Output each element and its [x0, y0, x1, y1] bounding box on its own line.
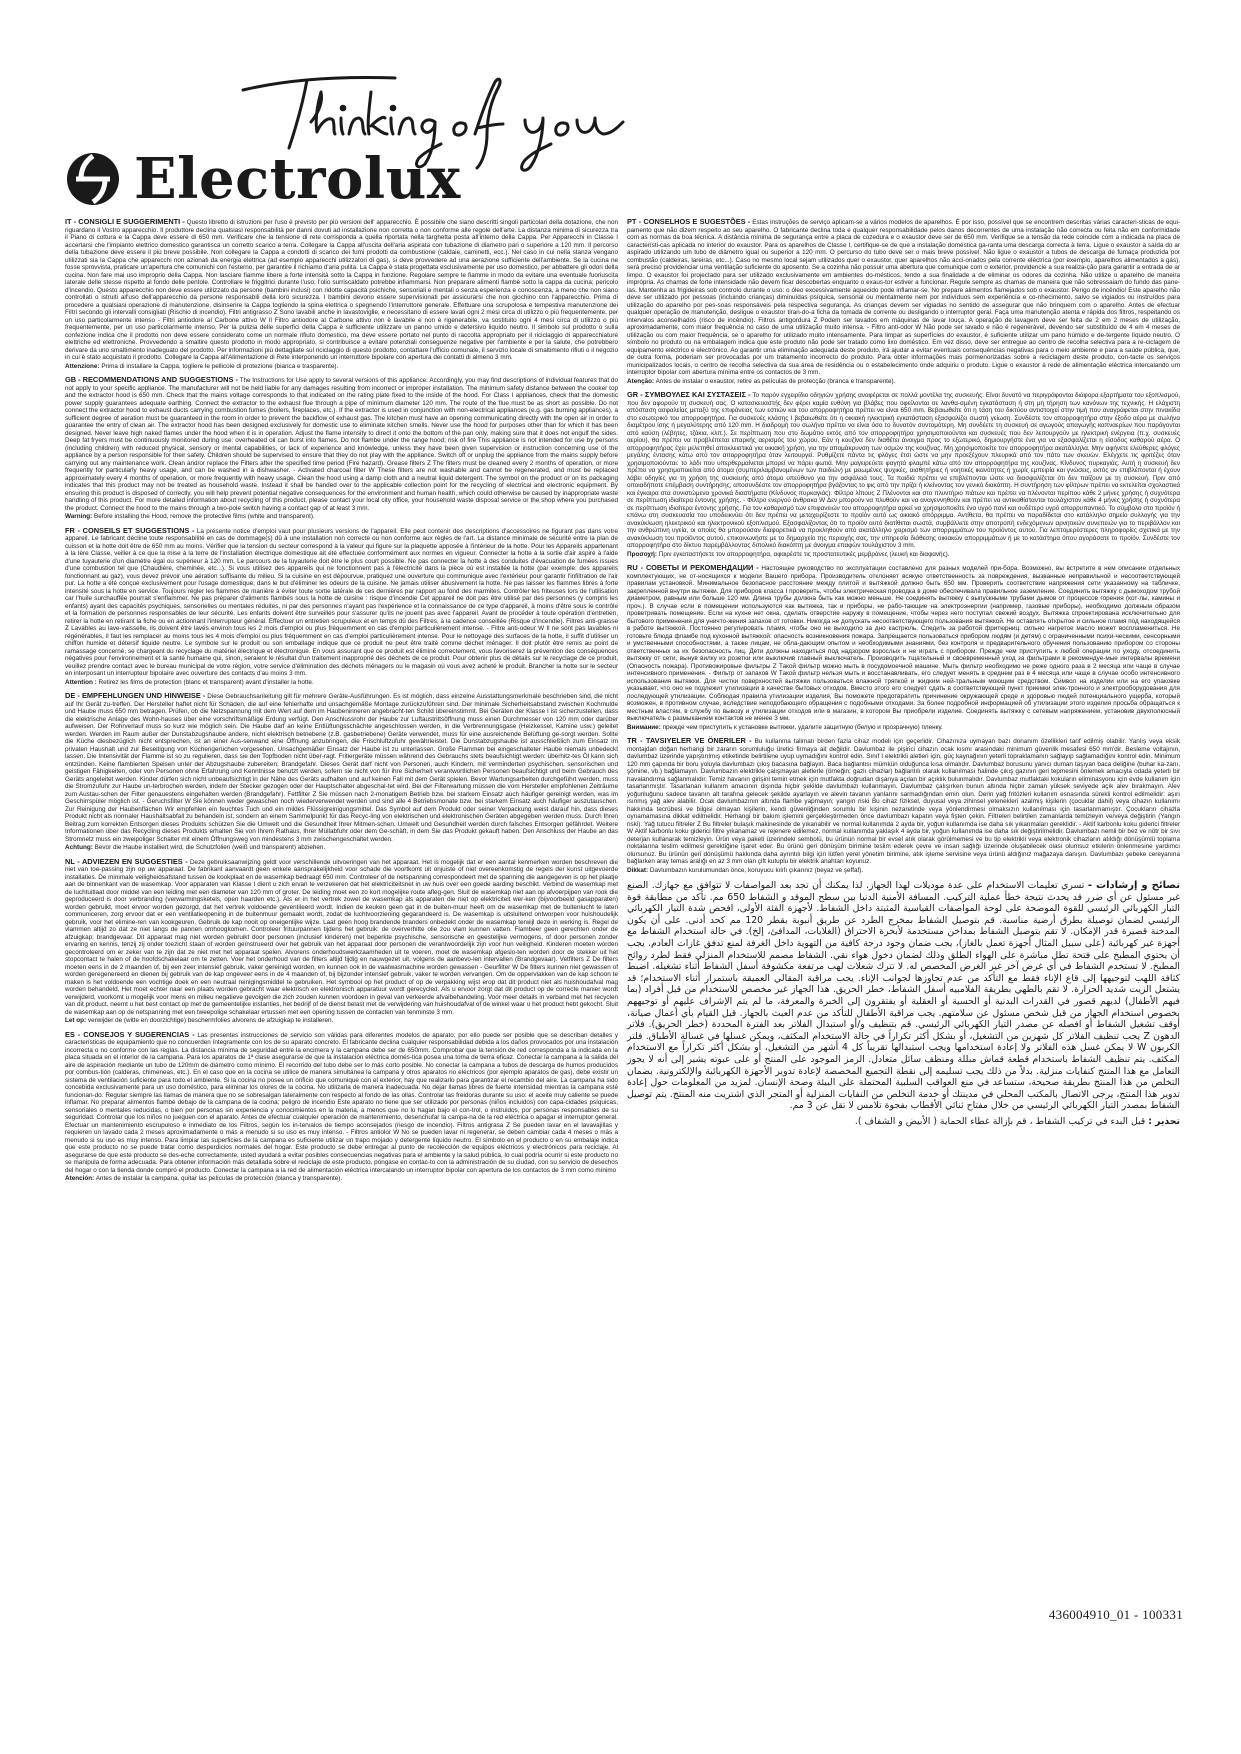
section-body: Questo libretto di istruzioni per l'uso è previsto per più versioni dell' apparecchio. È possibile che siano descritti singoli particolari della dotazione, che non riguardano il Vostro apparecchio. Il produttore declina qualsiasi responsabilità per danni dovuti ad installazione non corretta o non conforme alle regole dell'arte. La distanza minima di sicurezza tra il Piano di cottura e la Cappa deve essere di 650 mm. Verificare che la tensione di rete corrisponda a quella riportata nella targhetta posta all'interno della Cappa. Per Apparecchi in Classe I accertarsi che l'impianto elettrico domestico garantisca un corretto scarico a terra. Collegare la Cappa all'uscita dell'aria aspirata con tubazione di diametro pari o superiore a 120 mm. Il percorso della tubazione deve essere il più breve possibile. Non collegare la Cappa a condotti di scarico dei fumi prodotti da combustione (caldaie, caminetti, ecc.). Nel caso in cui nella stanza vengano utilizzati sia la Cappa che apparecchi non azionati da energia elettrica (ad esempio apparecchi utilizzatori di gas), si deve provvedere ad una aerazione sufficiente dell'ambiente. Se la cucina ne fosse sprovvista, praticare un'apertura che comunichi con l'esterno, per garantire il richiamo d'aria pulita. La Cappa è stata progettata esclusivamente per uso domestico, per abbattere gli odori della cucina. Non fare mai uso improprio della Cappa. Non lasciare fiamme libere a forte intensità sotto la Cappa in funzione. Regolare sempre le fiamme in modo da evitare una eventuale fuoriuscita laterale delle stesse rispetto al fondo delle pentole. Controllare le friggitrici durante l'uso: l'olio surriscaldato potrebbe infiammarsi. Non preparare alimenti flambè sotto la cappa da cucina; pericolo d'incendio. Questo apparecchio non deve essere utilizzato da persone (bambini inclusi) con ridotte capacità psichiche, sensoriali e mentali o senza esperienza e conoscenza, a meno che non siano controllati o istruiti all'uso dell'apparecchio da persone responsabili della loro sicurezza. I bambini devono essere supervisionati per assicurarsi che non giochino con l'apparecchio. Prima di procedere a qualsiasi operazione di manutenzione, disinserire la Cappa togliendo la spina elettrica o spegnendo l'interruttore generale. Effettuare una scrupolosa e tempestiva manutenzione dei Filtri secondo gli intervalli consigliati (Rischio di incendio). Filtri antigrasso Z Sono lavabili anche in lavastoviglie, e necessitano di essere lavati ogni 2 mesi circa di utilizzo o più frequentemente, per un uso particolarmente intenso - Filtri antiodore al Carbone attivo W Il Filtro antiodore al Carbone attivo non è lavabile e non è rigenerabile, va sostituito ogni 4 mesi circa di utilizzo o più frequentemente, per un uso particolarmente intenso. Per la pulizia delle superfici della Cappa è sufficiente utilizzare un panno umido e detersivo liquido neutro. Il simbolo sul prodotto o sulla confezione indica che il prodotto non deve essere considerato come un normale rifiuto domestico, ma deve essere portato nel punto di raccolta appropriato per il riciclaggio di apparecchiature elettriche ed elettroniche. Provvedendo a smaltire questo prodotto in modo appropriato, si contribuisce a evitare potenziali conseguenze negative per l'ambiente e per la salute, che potrebbero derivare da uno smaltimento inadeguato del prodotto. Per informazioni più dettagliate sul riciclaggio di questo prodotto, contattare l'ufficio comunale, il servizio locale di smaltimento rifiuti o il negozio in cui è stato acquistato il prodotto. Collegare la Cappa all'Alimentazione di Rete interponendo un interruttore bipolare con apertura dei contatti di almeno 3 mm. — [65, 219, 619, 361]
warning-text: Before installing the Hood, remove the protective films (white and transparent). — [94, 513, 315, 520]
section-warning — [65, 844, 618, 852]
electrolux-logo — [66, 148, 461, 210]
warning-text: verwijder de (witte en doorzichtige) beschermfolies alvorens de afzuigkap te installeren. — [87, 1017, 334, 1024]
warning-text: Davlumbazın kurulumundan önce, koruyucu kılıfı çıkarınız (beyaz ve şeffaf). — [649, 866, 864, 874]
warning-label: Dikkat: — [627, 866, 649, 874]
warning-label: Atenção: — [627, 377, 655, 385]
warning-text: Retirez les films de protection (blanc et transparent) avant d'installer la hotte. — [98, 678, 314, 686]
section-body: Настоящее руководство по эксплуатации составлено для разных моделей при-бора. Возможно, вы встретите в нем описание отдельных комплектующих, не от-носящихся к модели Вашего прибора. Производитель отклоняет всякую ответственность за повреждения, вызванные неправильной и несоответствующей правилам установкой. Минимальное безопасное расстояние между плитой и вытяжкой должно быть 650 мм. Проверить соответствие напряжения сети указанному на табличке, закрепленной внутри вытяжки. Для приборов класса I проверить, чтобы электрическая проводка в доме обеспечивала правильное заземление. Соединить вытяжку с дымоходом трубой диаметром, равным или больше 120 мм. Длина трубы должна быть как можно меньше. Не соединять вытяжку с выпускными трубами дымов от процессов горения (кот-лы, камины и проч.). В случае если в помещении используются как вытяжка, так и приборы, не рабо-тающие на электроэнергии (например, газовые приборы), необходимо должным образом проветривать помещение. Если на кухне нет окна, сделать отверстие наружу в помещение, чтобы через него поступал свежий воздух. Вытяжка спроектирована исключительно для бытового применения для уничто-жения запахов от готовки. Никогда не допускать несоответствующего пользования вытяжкой. Не оставлять открытое и сильное пламя под находящейся в работе вытяжкой. Постоянно регулировать пламя, чтобы оно не выходило за дно кастрюль. Следить за работой фритюрниц: сильно нагретое масло может воспламениться. Не готовьте блюда фламбе под кухонной вытяжкой: опасность возникновения пожара. Запрещается пользоваться прибором людям (и детям) с ограниченными психи-ческими, сенсорными и умственными способностями, а также лицам, не обла-дающим опытом и необходимыми знаниями, без контроля и предварительного обучения пользованию прибором со стороны ответственных за их безопасность лиц. Дети должны находиться под надзором взрослых и не играть с прибором. Прежде чем приступить к любой операции по уходу, отсоединить вытяжку от сети, вынув вилку из розетки или выключив главный выключатель. Производить тщательный и своевременный уход за фильтрами в рекомендуе-мые интервалы времени (Опасность пожара). Противожировые фильтры Z Такой фильтр можно мыть в посудомоечной машине. Мыть фильтр необходимо не реже одного раза в 2 месяца или чаще в случае интенсивного применения. - Фильтр от запахов W Такой фильтр нельзя мыть и восстанавливать, его следует менять в среднем раз в 4 месяца или чаще в случае особо интенсивного использования вытяжки. Для чистки поверхностей вытяжки пользоваться влажной тряпкой и жидким ней-тральным моющим средством. Символ на изделии или на его упаковке указывает, что оно не подлежит утилизации в качестве бытовых отходов. Вместо этого его следует сдать в соответствующий пункт приемки элек-тронного и электрооборудования для последующей утилизации. Соблюдая правила утилизации изделия, Вы поможете предотвратить причинение окружающей среде и здоровью людей потенциального ущерба, который возможен, в противном случае, вследствие неподобающего обращения с подобными отходами. За более подробной информацией об утилизации этого изделия просьба обращаться к местным властям, в службу по вывозу и утилизации отходов или в магазин, в котором Вы приобрели изделие. Соединять вытяжку с сетевым напряжением, установив двухполюсный выключатель с размыканием контактов не менее 3 мм. — [627, 565, 1181, 722]
warning-label: Внимание: — [627, 723, 661, 731]
section-fr — [65, 527, 618, 687]
section-body: The Instructions for Use apply to several versions of this appliance. Accordingly, you may find descriptions of individual features that do not apply to your specific appliance. The manufacturer will not be held liable for any damages resulting from incorrect or improper installation. The minimum safety distance between the cooker top and the extractor hood is 650 mm. Check that the mains voltage corresponds to that indicated on the rating plate fixed to the inside of the hood. For Class I appliances, check that the domestic power supply guarantees adequate earthing. Connect the extractor to the exhaust flue through a pipe of minimum diameter 120 mm. The route of the flue must be as short as possible. Do not connect the extractor hood to exhaust ducts carrying combustion fumes (boilers, fireplaces, etc.). If the extractor is used in conjunction with non-electrical appliances (e.g. gas burning appliances), a sufficient degree of aeration must be guaranteed in the room in order to prevent the backflow of exhaust gas. The kitchen must have an opening communicating directly with the open air in order to guarantee the entry of clean air. The extractor hood has been designed exclusively for domestic use to eliminate kitchen smells. Never use the hood for purposes other than for which it has been designed. Never leave high naked flames under the hood when it is in operation. Adjust the flame intensity to direct it onto the bottom of the pan only, making sure that it does not engulf the sides. Deep fat fryers must be continuously monitored during use: overheated oil can burst into flames. Do not flambe under the range hood; risk of fire This appliance is not intended for use by persons (including children) with reduced physical, sensory or mental capabilities, or lack of experience and knowledge, unless they have been given supervision or instruction concerning use of the appliance by a person responsible for their safety. Children should be supervised to ensure that they do not play with the appliance. Switch off or unplug the appliance from the mains supply before carrying out any maintenance work. Clean and/or replace the Filters after the specified time period (Fire hazard). Grease filters Z The filters must be cleaned every 2 months of operation, or more frequently for particularly heavy usage, and can be washed in a dishwasher. - Activated charcoal filter W These filters are not washable and cannot be regenerated, and must be replaced approximately every 4 months of operation, or more frequently with heavy usage. Clean the hood using a damp cloth and a neutral liquid detergent. The symbol on the product or on its packaging indicates that this product may not be treated as household waste. Instead it shall be handed over to the applicable collection point for the recycling of electrical and electronic equipment. By ensuring this product is disposed of correctly, you will help prevent potential negative consequences for the environment and human health, which could otherwise be caused by inappropriate waste handling of this product. For more detailed information about recycling of this product, please contact your local city office, your household waste disposal service or the shop where you purchased the product. Connect the hood to the mains through a two-pole switch having a contact gap of at least 3 mm. — [65, 377, 618, 512]
warning-label: Warning: — [65, 513, 93, 520]
brand-name: Electrolux — [134, 146, 461, 212]
section-it — [65, 218, 618, 370]
section-body: Deze gebruiksaanwijzing geldt voor verschillende uitvoeringen van het apparaat. Het is mogelijk dat er een aantal kenmerken worden beschreven die niet van toe-passing zijn op uw apparaat. De fabrikant aanvaardt geen enkele aansprakelijkheid voor schade die voortkomt uit onjuiste of niet overeenkomstig de regels der kunst uitgevoerde installaties. De minimale veiligheidsafstand tussen de kookplaat en de wasemkap bedraagt 650 mm. Controleer of de netspanning correspondeert met de spanning die aangegeven is op het plaatje aan de binnenkant van de wasemkap. Voor apparaten van Klasse I dient u zich ervan te verzekeren dat het elektriciteitsnet in uw huis over een goede aarding beschikt. Verbind de wasemkap met de luchtuitlaat door middel van een leiding met een diameter van 120 mm of groter. De leiding moet een zo kort mogelijke route afleg-gen. Sluit de wasemkap niet aan op afvoerpijpen van rook die geproduceerd is door verbranding (verwarmingsketels, open haarden etc.). Als er in het vertrek zowel de wasemkap als apparaten die niet op elektriciteit wer-ken (bijvoorbeeld gasapparaten) worden gebruikt, moet ervoor worden gezorgd, dat het vertrek voldoende geventileerd wordt. Indien de keuken geen gat in de buiten-muur heeft om de wasemkap met de buitenlucht te laten communiceren, zorg ervoor dat er een ventilatieopening in de buitenmuur gemaakt wordt, zodat de luchtvoorziening gegarandeerd is. De wasemkap is uitsluitend ontworpen voor huishoudelijk gebruik, voor het elimine-ren van kookgeuren. Gebruik de kap nooit op oneigenlijke wijze. Laat geen hoog brandende branders onbedekt onder de wasemkap terwijl deze in werking is. Regel de vlammen altijd zo dat ze niet langs de pannen omhoogkomen. Controleer frituurpannen tijdens het gebruik: de oververhitte olie zou vlam kunnen vatten. Flambeer geen gerechten onder de afzuigkap; brandgevaar. Dit apparaat mag niet worden gebruikt door personen (inclusief kinderen) met beperkte psychische, sensorische en geestelijke vermogens, of door personen zonder ervaring en kennis, tenzij zij onder toezicht staan of worden geïnstrueerd over het gebruik van het apparaat door personen die verantwoordelijk zijn voor hun veiligheid. Kinderen moeten worden gecontroleerd om er zeker van te zijn dat ze niet met het apparaat spelen. Alvorens onderhoudswerkzaamheden uit te voeren, moet de wasemkap afgeslo-ten worden door de stekker uit het stopcontact te halen of de hoofdschakelaar om te zetten. Voer het onderhoud van de filters altijd tijdig en nauwgezet uit, volgens de aanbevo-len intervallen (Brandgevaar). Vetfilters Z De filters moeten eens in de 2 maanden of, bij een zeer intensief gebruik, vaker gereinigd worden, en kunnen ook in de vaatwasmachine worden gewassen - Geurfilter W De filters kunnen niet gewassen of worden geregenereerd en dienen bij gebruik van de kap ongeveer eens in de 4 maanden of, bij bijzonder intensief gebruik, vaker te worden vervangen. Om de oppervlakken van de kap schoon te maken is het voldoende een vochtige doek en een neutraal reinigingsmiddel te gebruiken. Het symbool op het product of op de verpakking wijst erop dat dit product niet als huishoudafval mag worden behandeld. Het moet echter naar een plaats worden gebracht waar elektrisch en elektronisch apparatuur wordt gerecycled. Als u ervoor zorgt dat dit product op de correcte manier wordt verwijderd, voorkomt u mogelijk voor mens en milieu negatieve gevolgen die zich zouden kunnen voordoen in geval van verkeerde afvalbehandeling. Voor meer details in verband met het recyclen van dit product, neemt u het best contact op met de gemeentelijke instanties, het bedrijf of de dienst belast met de verwijdering van huishoudafval of de winkel waar u het product hebt gekocht. Sluit de wasemkap aan op de netspanning met een tweepolige schakelaar ertussen met een opening tussen de contacten van tenminste 3 mm. — [65, 858, 618, 1016]
section-warning — [65, 513, 618, 521]
warning-text: Antes de instalar la campana, quitar las películas de protección (blanca y transparente). — [95, 1175, 343, 1182]
section-body: Diese Gebrauchsanleitung gilt für mehrere Geräte-Ausführungen. Es ist möglich, dass einzelne Ausstattungsmerkmale beschrieben sind, die nicht auf Ihr Gerät zu-treffen. Der Hersteller haftet nicht für Schäden, die auf eine fehlerhafte und unsachgemäße Montage zurückzuführen sind. Der minimale Sicherheitsabstand zwischen Kochmulde und Haube muss 650 mm betragen. Prüfen, ob die Netzspannung mit dem Wert auf dem im Haubeninneren angebracht-ten Schild übereinstimmt. Bei Geräten der Klasse I ist sicherzustellen, dass die elektrische Anlage des Wohn-hauses über eine vorschriftsmäßige Erdung verfügt. Den Anschlussrohr der Haube zur Luftaustrittsöffnung muss einen Durchmesser von 120 mm oder darüber aufweisen. Der Rohrverlauf muss so kurz wie möglich sein. Die Haube darf an keine Entlüftungsschächte angeschlossen werden, in die Verbrennungsgase (Heizkessel, Kamine usw.) geleitet werden. Werden im Raum außer der Dunstabzugshaube andere, nicht elektrisch betriebene (z.B. gasbetriebene) Geräte verwendet, muss für eine ausreichende Belüftung ge-sorgt werden. Sollte die Küche diesbezüglich nicht entsprechen, ist an einer Aus-senwand eine Öffnung anzubringen, die Frischluftzufuhr gewährleistet. Die Dunstabzugshaube ist ausschließlich zum Einsatz im privaten Haushalt und zur Beseitigung von Küchengerüchen vorgesehen. Unsachgemäßer Einsatz der Haube ist zu unterlassen. Große Flammen bei eingeschalteter Haube niemals unbedeckt lassen. Die Intensivität der Flamme ist so zu regulieren, dass sie den Topfboden nicht über-ragt. Fritiergeräte müssen während des Gebrauchs stets beaufsichtigt werden: überhitz-tes Öl kann sich entzünden. Keine flambierten Speisen unter der Abzugshaube zubereiten; Brandgefahr. Dieses Gerät darf nicht von Personen, auch Kindern, mit verminderten psychischen, sensorischen und geistigen Fähigkeiten, oder von Personen ohne Erfahrung und Kenntnisse benutzt werden, sofern sie nicht von für ihre Sicherheit verantwortlichen Personen beaufsichtigt und beim Gebrauch des Geräts angeleitet werden. Kinder dürfen sich nicht unbeaufsichtigt in der Nähe des Geräts aufhalten und auf keinen Fall mit dem Gerät spielen. Bevor Wartungsarbeiten durchgeführt werden, muss die Stromzufuhr zur Haube un-terbrochen werden, indem der Stecker gezogen oder der Hauptschalter abgeschal-tet wird. Bei der Filterwartung müssen die vom Hersteller empfohlenen Zeiträume zum Austau-schen der Filter genauestens eingehalten werden (Brandgefahr). Fettfilter Z Sie müssen nach 2-monatigem Betrieb bzw. bei starkem Einsatz auch häufiger gereinigt werden, was im Geschirrspüler möglich ist. - Geruchsfilter W Sie können weder gewaschen noch wiederverwendet werden und sind alle 4 Betriebsmonate bzw. bei starkem Einsatz auch häufiger auszutauschen. Zur Reinigung der Haubenflächen Wir empfehlen ein feuchtes Tuch und ein mildes Flüssigreinigungsmittel. Das Symbol auf dem Produkt oder seiner Verpackung weist darauf hin, dass dieses Produkt nicht als normaler Haushaltsabfall zu behandeln ist, sondern an einem Sammelpunkt für das Recyc-ling von elektrischen und elektronischen Geräten abgegeben werden muss. Durch Ihren Beitrag zum korrekten Entsorgen dieses Produkts schützen Sie die Umwelt und die Gesundheit Ihrer Mitmen-schen. Umwelt und Gesundheit werden durch falsches Entsorgen gefährdet. Weitere Informationen über das Recycling dieses Produkts erhalten Sie von Ihrem Rathaus, Ihrer Müllabfuhr oder dem Ge-schäft, in dem Sie das Produkt gekauft haben. Den Anschluss der Haube an das Stromnetz muss ein zweipoliger Schalter mit einem Öffnungsweg von mindestens 3 mm zwischengeschaltet werden. — [65, 693, 619, 843]
section-body: Bu kullanma talimatı birden fazla cihaz modeli için geçerlidir. Cihazınıza uymayan bazı donanım özellikleri tarif edilmiş olabilir. Yanlış veya eksik montajdan doğan herhangi bir zararın sorumluluğu üretici firmaya ait değildir. Davlumbaz ile pişirici cihazın ocak kısmı arasındaki minimum güvenlik mesafesi 650 mm'dir. Besleme voltajının, davlumbaz üzerinde yapıştırılmış etiketinde belirtilene uyup uymadığını kontrol edin. Sınıf I elektrikli aletleri için, güç kaynağının yeterli topraklamanın sağlayıp sağlamadığını kontrol edin. Minimum 120 mm çapında bir boru yoluyla davlumbazı çıkış bacasına bağlayın. Baca bağlantısı mümkün olduğunca kısa olmalıdır. Davlumbaz borusunu yanıcı duman taşıyan baca deliğine (buhar ka-zanı, şömine, vb.) bağlamayın. Davlumbazın elektrikle çalışmayan aletlerle (örneğin; gazlı cihazlar) bağlantılı olarak kullanılması halinde çıkış gazının geri tepmesini önlemek amacıyla odada yeterli bir havalandırma sağlanmalıdır. Temiz havanın girişini temin etmek için mutfakta doğrudan dışarıya açılan bir açıklık bulunmalıdır. Davlumbaz mutfaktaki kokuların eliminasyonu için evde kullanım için tasarlanmıştır. Tasarlanan kullanım amacının dışında hiçbir şekilde davlumbazı kullanmayın. Davlumbaz çalışırken bunun altında hiçbir zaman yüksek seviyede açık alev bırakmayın. Alev yoğunluğunu sadece tavanın alt tarafına gelecek şekilde ayarlayın ve alevin tavanın yanlarını sarmadığından emin olun. Derin yağ fritözleri kullanım esnasında sürekli kontrol edilmelidir: aşırı ısınmış yağ alev alabilir. Ocak davlumbazının altında flambe yapmayın; yangın riski Bu cihaz fiziksel, duyusal veya zihinsel yetenekleri azalmış kişilerin (çocuklar dahil) veya cihazın kullanımı hakkında tecrübesi ve bilgisi olmayan kişilerin, kendi güvenliğinden sorumlu bir kişinin nezaretinde veya yönlendirmesi olmaksızın kullanılması için tasarlanmamıştır. Çocukların cihazla oynamamasına dikkat edilmelidir. Herhangi bir bakım işlemini gerçekleştirmeden önce davlumbazı kapatın veya fişten çekin. Filtreleri belirtilen zamanlarda temizleyin ve/veya değiştirin (Yangın riski). Yağ tutucu filtreler Z Bu filtreler bulaşık makinesinde de yıkanabilir ve normal kullanımda 2 ayda bir, yoğun kullanımda ise daha sık yıkanmaları gereklidir. - Aktif karbonlu koku giderici filtreler W Aktif karbonlu koku giderici filtre yıkanamaz ve rejenere edilemez, normal kullanımda yaklaşık 4 ayda bir, yoğun kullanımda ise daha sık değiştirilmelidir. Davlumbazı nemli bir bez ve nötr bir sıvı deterjan kullanarak temizleyin. Ürün veya paketi üzerindeki sembolü, bu ürünün normal bir evsel atık olarak görülmemesi ve bu tip elektrikli veya elektronik cihazların atıldığı dönüşümlü toplama noktalarına teslim edilmesi gerektiğine işaret eder. Bu ürünü geri dönüşüm birimine teslim ederek çevre ve insan sağlığı üzerinde oluşabilecek olası olumsuz etkilerin önlenmesine yardımcı olursunuz. Bu ürünün geri dönüşümü hakkında daha ayrıntılı bilgi için lütfen yerel yönetim birimine, atık işleme servisine veya ürünü aldığınız mağazaya danışın. Davlumbazı şebeke cereyanına bağlarken aray temas aralığı en az 3 mm olan çift kutuplu bir elektrik anahtarı koyunuz. — [627, 738, 1181, 865]
section-warning — [627, 378, 1180, 386]
warning-label: تحذير : — [1148, 1115, 1180, 1127]
section-heading: RU - СОВЕТЫ И РЕКОМЕНДАЦИИ - — [627, 563, 759, 572]
section-gb — [65, 376, 618, 521]
section-warning — [627, 1116, 1180, 1128]
section-heading: TR - TAVSIYELER VE ÖNERILER - — [627, 736, 752, 745]
section-heading: DE - EMPFEHLUNGEN UND HINWEISE - — [65, 691, 206, 700]
warning-label: Attenzione: — [65, 362, 100, 370]
right-column — [627, 218, 1180, 1133]
section-warning — [627, 867, 1180, 875]
section-heading: FR - CONSEILS ET SUGGESTIONS - — [65, 525, 195, 535]
section-heading: ES - CONSEJOS Y SUGERENCIAS - — [65, 1029, 195, 1039]
section-es — [65, 1031, 618, 1183]
document-code: 436004910_01 - 100331 — [1048, 1607, 1183, 1622]
section-ar — [627, 880, 1180, 1127]
section-body: تسري تعليمات الاستخدام على عدة موديلات لهذا الجهاز. لذا يمكنك أن تجد بعد المواصفات لا تتوافق مع جهازك. الصنع غير مسئول عن أي ضرر قد يحدث نتيجة خطأ عملية التركيب. المسافة الأمنية الدنيا بين سطح الموقد و الشفاط 650 مم. تأكد من مطابقة قوة التيار الكهربائي الرئيسي للقوة الموضحة على لوحة المواصفات القياسية المثبتة داخل الشفاط. لأجهزة الفئة الأولى، افحص شدة التيار الكهربائي الرئيسي لضمان توصيلة بطرق أرضية مناسبة. قم بتوصيل الشفاط بمخرج الطرد عن طريق أنبوبة بقطر 120 مم كحد أدنى. على أن يكون المدخنة قصيرة قدر الإمكان. لا تقم بتوصيل الشفاط بمداخن مستخدمة لأبخرة الاحتراق (الغلايات، المدافئ، إلخ). في حالة استخدام الشفاط مع أجهزة غير كهربائية (على سبيل المثال أجهزة تعمل بالغاز)، يجب ضمان وجود درجة كافية من التهوية داخل الغرفة لمنع تدفق غازات العادم. يجب أن يحتوي المطبخ على فتحة تطل مباشرة على الهواء الطلق وذلك لضمان دخول هواء نقي. الشفاط مصمم للاستخدام المنزلي فقط لطرد روائح المطبخ. لا تستخدم الشفاط في أي غرض آخر غير الغرض المخصص له. لا تترك شعلات لهب مرتفعة مكشوفة أسفل الشفاط أثناء تشغيله. اضبط كثافة اللهب لتوجيهها إلى قاع الإناء فقط مع التأكد من عدم تجاوزها لجوانب الإناء. يجب مراقبة المقالي العميقة باستمرار أثناء الاستخدام؛ قد يشتعل الزيت شديد الحرارة. لا تقم بالطهي بطريقة الفلامبيه أسفل الشفاط، خطر الحريق. هذا الجهاز غير مخصص للاستخدام من قبل أفراد (بما فيهم الأطفال) لديهم قصور في القدرات البدنية أو الحسية أو العقلية أو يفتقرون إلى الخبرة والمعرفة، ما لم يتم الإشراف عليهم أو توجيههم بخصوص استخدام الجهاز من قبل شخص مسئول عن سلامتهم. يجب مراقبة الأطفال للتأكد من عدم العبث بالجهاز. قبل القيام بأي أعمال صيانة، أوقف تشغيل الشفاط أو افصله عن مصدر التيار الكهربائي الرئيسي. قم بتنظيف و/أو استبدال الفلاتر بعد الفترة المحددة (خطر الحريق). فلاتر الدهون Z يجب تنظيف الفلاتر كل شهرين من التشغيل، أو بشكل أكثر تكراراً في حالة الاستخدام المكثف، ويمكن غسلها في غسالة الأطباق. فلتر الكربون W لا يمكن غسل هذه الفلاتر ولا إعادة استخدامها ويجب استبدالها تقريباً كل 4 أشهر من التشغيل، أو بشكل أكثر تكراراً مع الاستخدام المكثف. يتم تنظيف الشفاط باستخدام قطعة قماش مبللة ومنظف سائل متعادل. الرمز الموجود على المنتج أو على عبوته يشير إلى أنه لا يجوز التعامل مع هذا المنتج كنفايات منزلية. بدلاً من ذلك يجب تسليمه إلى نقطة التجميع المخصصة لإعادة تدوير الأجهزة الكهربائية والإلكترونية. بضمان التخلص من هذا المنتج بطريقة صحيحة، ستساعد في منع العواقب السلبية المحتملة على البيئة وصحة الإنسان. لمزيد من المعلومات حول إعادة تدوير هذا المنتج، يرجى الاتصال بالمكتب المحلي في مدينتك أو خدمة التخلص من النفايات المنزلية أو المتجر الذي اشتريت منه المنتج. يتم توصيل الشفاط بمصدر التيار الكهربائي الرئيسي من خلال مفتاح ثنائي الأقطاب بفجوة تلامس لا تقل عن 3 مم. — [627, 880, 1181, 1112]
warning-label: Atención: — [65, 1175, 95, 1182]
section-body: La présente notice d'emploi vaut pour plusieurs versions de l'appareil. Elle peut contenir des descriptions d'accessoires ne figurant pas dans votre appareil. Le fabricant décline toute responsabilité en cas de dommage(s) dû à une installation non correcte ou non conforme aux règles de l'art. La distance minimale de sécurité entre la plan de cuisson et la hotte doit être de 650 mm au moins. Vérifier que la tension du secteur correspond à la valeur qui figure sur la plaquette apposée à l'intérieur de la hotte. Pour les Appareils appartenant à la Ière Classe, veiller à ce que la mise à la terre de l'installation électrique domestique ait été effectuée conformément aux normes en vigueur. Connecter la hotte à la sortie d'air aspiré à l'aide d'une tuyauterie d'un diamètre égal ou supérieur à 120 mm. Le parcours de la tuyauterie doit être le plus court possible. Ne pas connecter la hotte à des conduites d'évacuation de fumées issues d'une combustion tel que (Chaudière, cheminée, etc...). Si vous utilisez des appareils qui ne fonctionnent pas à l'électricité dans la pièce où est installée la hotte (par exemple: des appareils fonctionnant au gaz), vous devez prévoir une aération suffisante du milieu. Si la cuisine en est dépourvue, pratiquez une ouverture qui communique avec l'extérieur pour garantir l'infiltration de l'air pur. La hotte a été conçue exclusivement pour l'usage domestique, dans le but d'éliminer les odeurs de la cuisine. Ne jamais utiliser abusivement la hotte. Ne pas laisser les flammes libres à forte intensité sous la hotte en service. Toujours régler les flammes de manière à éviter toute sortie latérale de ces dernières par rapport au fond des marmites. Contrôler les friteuses lors de l'utilisation car l'huile surchauffée pourrait s'enflammer. Ne pas préparer d'aliments flambés sous la hotte de cuisine : risque d'incendie Cet appareil ne doit pas être utilisé par des personnes (y compris les enfants) ayant des capacités psychiques, sensorielles ou mentales réduites, ni par des personnes n'ayant pas l'expérience et la connaissance de ce type d'appareil, à moins d'être sous le contrôle et la formation de personnes responsables de leur sécurité. Les enfants doivent être surveillés pour s'assurer qu'ils ne jouent pas avec l'appareil. Avant de procéder à toute opération d'entretien, retirer la hotte en retirant la fiche ou en actionnant l'interrupteur général. Effectuer un entretien scrupuleux et en temps dû des Filtres, à la cadence conseillée (Risque d'incendie). Filtres anti-graisse Z Lavables au lave-vaisselle, ils doivent être lavés environ tous les 2 mois d'emploi ou plus fréquemment en cas d'emploi particulièrement intense. - Filtre anti-odeur W Il ne sont pas lavables ni régénérables, il faut les remplacer au moins tous les 4 mois d'emploi ou plus fréquemment en cas d'emploi particulièrement intense. Pour le nettoyage des surfaces de la hotte, il suffit d'utiliser un chiffon humide et détersif liquide neutre. Le symbole sur le produit ou son emballage indique que ce produit ne peut être traité comme déchet ménager. Il doit plutôt être remis au point de ramassage concerné, se chargeant du recyclage du matériel électrique et électronique. En vous assurant que ce produit est éliminé correctement, vous favoriserez la prévention des conséquences négatives pour l'environnement et la santé humaine qui, sinon, seraient le résultat d'un traitement inapproprié des déchets de ce produit. Pour obtenir plus de détails sur le recyclage de ce produit, veuillez prendre contact avec le bureau municipal de votre région, votre service d'élimination des déchets ménagers ou le magasin où vous avez acheté le produit. Brancher la hotte sur le secteur en interposant un interrupteur bipolaire avec ouverture des contacts d'au moins 3 mm. — [65, 527, 618, 677]
section-heading: NL - ADVIEZEN EN SUGGESTIES - — [65, 856, 188, 866]
electrolux-emblem-icon — [66, 152, 120, 206]
section-body: Το παρόν εγχειρίδιο οδηγιών χρήσης αναφέρεται σε πολλά μοντέλα της συσκευής. Είναι δυνατό να περιγράφονται διάφορα εξαρτήματα του εξοπλισμού, που δεν αφορούν τη συσκευή σας. Ο κατασκευαστής δεν φέρει καμία ευθύνη για βλάβες που οφείλονται σε λανθα-σμένη εγκατάσταση ή στη μη τήρηση των κανόνων της τεχνικής. Η ελάχιστη απόσταση ασφαλείας μεταξύ της επιφάνειας των εστιών και του απορροφητήρα πρέπει να είναι 650 mm. Βεβαιωθείτε ότι η τάση του δικτύου αντιστοιχεί στην τιμή που αναγράφεται στην πινακίδα στο εσωτερικό του απορροφητήρα. Για συσκευές κλάσης I βεβαιωθείτε ότι η οικιακή ηλεκτρική εγκατάσταση εξασφαλίζει σωστή γείωση. Συνδέστε τον απορροφητήρα στην έξοδο αέρα με σωλήνα διαμέτρου ίσης ή μεγαλύτερης από 120 mm. Η διαδρομή του σωλήνα πρέπει να είναι όσο το δυνατόν συντομότερη. Μη συνδέετε τη συσκευή σε αγωγούς απαγωγής καπναερίων που παράγονται από καύση (λέβητες, τζάκια, κλπ.). Σε περίπτωση που στο δωμάτιο εκτός από τον απορροφητήρα χρησιμοποιούνται και συσκευές που δεν λειτουργούν με ηλεκτρική ενέργεια (π.χ. συσκευές αερίου), θα πρέπει να προβλέπεται επαρκής αερισμός του χώρου. Εάν η κουζίνα δεν διαθέτει άνοιγμα προς το εξωτερικό, δημιουργήστε ένα για να εξασφαλίζεται η είσοδος καθαρού αέρα. Ο απορροφητήρας έχει μελετηθεί αποκλειστικά για οικιακή χρήση, για την απομάκρυνση των οσμών της κουζίνας. Μη χρησιμοποιείτε τον απορροφητήρα ακατάλληλα. Μην αφήνετε ελεύθερες φλόγες μεγάλης έντασης κάτω από τον απορροφητήρα όταν λειτουργεί. Ρυθμίζετε πάντα τις φλόγες έτσι ώστε να μην προεξέχουν πλευρικά από τον πάτο των σκευών. Ελέγχετε τις φριτέζες όταν χρησιμοποιούνται: το λάδι που υπερθερμαίνεται μπορεί να πάρει φωτιά. Μην μαγειρεύετε φαγητά φλαμπέ κάτω από τον απορροφητήρα της κουζίνας. Κίνδυνος πυρκαγιάς. Αυτή η συσκευή δεν πρέπει να χρησιμοποιείται από άτομα (συμπεριλαμβανομένων των παιδιών) με μειωμένες ψυχικές, αισθητήριες ή νοητικές ικανότητες ή χωρίς εμπειρία και γνώσεις, εκτός αν επιβλέπονται ή έχουν λάβει οδηγίες για τη χρήση της συσκευής από άτομο υπεύθυνο για την ασφάλειά τους. Τα παιδιά πρέπει να επιβλέπονται ώστε να διασφαλίζεται ότι δεν παίζουν με τη συσκευή. Πριν από οποιαδήποτε επέμβαση συντήρησης, αποσυνδέστε τον απορροφητήρα βγάζοντας το φις από την πρίζα ή κλείνοντας τον γενικό διακόπτη. Η συντήρηση των φίλτρων πρέπει να εκτελείται σχολαστικά και έγκαιρα στα συνιστώμενα χρονικά διαστήματα (Κίνδυνος πυρκαγιάς). Φίλτρα λίπους Z Πλένονται και στο πλυντήριο πιάτων και πρέπει να πλένονται περίπου κάθε 2 μήνες χρήσης ή συχνότερα σε περίπτωση ιδιαίτερα έντονης χρήσης. - Φίλτρο ενεργού άνθρακα W Δεν μπορούν να πλυθούν και να αναγεννηθούν και πρέπει να αντικαθίστανται τουλάχιστον κάθε 4 μήνες χρήσης ή συχνότερα σε περίπτωση ιδιαίτερα έντονης χρήσης. Για τον καθαρισμό των επιφανειών του απορροφητήρα αρκεί να χρησιμοποιείτε ένα υγρό πανί και ουδέτερο υγρό απορρυπαντικό. Το σύμβολο στο προϊόν ή επάνω στη συσκευασία του υποδεικνύει ότι δεν πρέπει να μεταχειρίζεστε το προϊόν αυτό ως οικιακό απόρριμμα. Αντίθετα, θα πρέπει να παραδίδεται στο κατάλληλο σημείο συλλογής για την ανακύκλωση ηλεκτρικού και ηλεκτρονικού εξοπλισμού. Εξασφαλίζοντας ότι το προϊόν αυτό διατίθεται σωστά, συμβάλλετε στην αποτροπή ενδεχόμενων αρνητικών συνεπειών για το περιβάλλον και την ανθρώπινη υγεία, οι οποίες θα μπορούσαν διαφορετικά να προκληθούν από ακατάλληλο χειρισμό των απορριμμάτων του προϊόντος αυτού. Για λεπτομερέστερες πληροφορίες σχετικά με την ανακύκλωση του προϊόντος αυτού, επικοινωνήστε με το δημαρχείο της περιοχής σας, την υπηρεσία διάθεσης οικιακών απορριμμάτων ή με το κατάστημα όπου αγοράσατε το προϊόν. Συνδέστε τον απορροφητήρα στο δίκτυο παρεμβάλλοντας διπολικό διακόπτη με άνοιγμα επαφών τουλάχιστον 3 mm. — [627, 392, 1180, 549]
section-warning — [65, 363, 618, 371]
section-body: Las presentes instrucciones de servicio son válidas para diferentes modelos de aparato; por ello puede ser posible que se describan detalles y características de equipamiento que no concuerden íntegramente con los de su aparato concreto. El fabricante declina cualquier responsabilidad debida a los daños provocados por una instalación incorrecta o no conforme con las reglas. La distancia mínima de seguridad entre la encimera y la campana debe ser de 650mm. Comprobar que la tensión de red corresponda a la indicada en la placa situada en el interior de la campana. Para los aparatos de 1ª clase asegurarse de que la instalación eléctrica domés-tica posea una toma de tierra eficaz. Conectar la campana a la salida del aire de aspiración mediante un tubo de 120mm de diámetro como mínimo. El recorrido del tubo debe ser lo más corto posible. No conectar la campana a tubos de descarga de humos producidos por combus-tión (calderas, chimeneas, etc.). En el caso que en la cocina se utilice de manera simultánea la campana y otros aparatos no eléctricos (por ejemplo aparatos de gas), debe existir un sistema de ventilación suficiente para todo el ambiente. Si la cocina no posee un orificio que comunique con el exterior, hay que realizarlo para garantizar el recambio del aire. La campana ha sido concebida exclusivamente para un uso doméstico, para eliminar los olores de la cocina. No utilizarla de manera inadecuada. No dejar llamas libres de fuerte intensidad mientras la campana esté funcionan-do. Regular siempre las llamas de manera que no se sobresalgan lateralmente con respecto al fondo de las ollas. Controlar las freidoras durante su uso: el aceite muy caliente se puede inflamar. No preparar alimentos flambé debajo de la campana de la cocina; peligro de incendio Este aparato no tiene que ser utilizado por personas (niños incluidos) con capa-cidades psíquicas, sensoriales o mentales reducidas, o bien por personas sin experiencia y conocimientos en la materia, a menos que no lo hagan bajo el con-trol, o instruidos, por personas responsables de su seguridad. Controlar que los niños no jueguen con el aparato. Antes de efectuar cualquier operación de mantenimiento, desenchufar la campa-na de la red eléctrica o apagar el interruptor general. Efectuar un mantenimiento escrupuloso e inmediato de los Filtros, según los in-tervalos de tiempo aconsejados (riesgo de incendio). Filtros antigrasa Z Se pueden lavar en el lavavajillas y requieren un lavado cada 2 meses aproximadamente o más a menudo si su uso es muy intenso. - Filtros antiolor W No se pueden lavar ni regenerar, se deben cambiar cada 4 meses o más a menudo si su uso es muy intenso. Para limpiar las superficies de la campana es suficiente utilizar un trapo mojado y detergente líquido neutro. El símbolo en el producto o en su embalaje indica que este producto no se puede tratar como desperdicios normales del hogar. Este producto se debe entregar al punto de recolección de equipos eléctricos y electrónicos para reciclaje. Al asegurarse de que este producto se des-eche correctamente, usted ayudará a evitar posibles consecuencias negativas para el ambiente y la salud pública, lo cual podría ocurrir si este producto no se manipula de forma adecuada. Para obtener información más detallada sobre el reciclaje de este producto, póngase en contac-to con la administración de su ciudad, con su servicio de desechos del hogar o con la tienda donde compró el producto. Conectar la campana a la red de alimentación eléctrica intercalando un interruptor bipolar con apertura de los contactos de 3 mm como mínimo — [65, 1031, 618, 1174]
section-heading: PT - CONSELHOS E SUGESTÕES - — [627, 217, 751, 226]
section-ru — [627, 564, 1180, 731]
warning-text: Antes de instalar o exaustor, retire as películas de protecção (branca e transparente). — [655, 377, 896, 385]
section-nl — [65, 858, 618, 1025]
section-heading: IT - CONSIGLI E SUGGERIMENTI - — [65, 217, 185, 226]
warning-text: Prima di installare la Cappa, togliere le pellicole di protezione (bianca e trasparente). — [101, 362, 339, 370]
section-warning — [65, 1175, 618, 1183]
section-tr — [627, 737, 1180, 874]
warning-text: قبل البدء في تركيب الشفاط ، قم بإزالة غطاء الحماية ( الأبيض و الشفاف ). — [854, 1115, 1146, 1127]
section-warning — [65, 679, 618, 687]
section-warning — [627, 551, 1180, 559]
section-gr — [627, 391, 1180, 558]
warning-text: Πριν εγκαταστήσετε τον απορροφητήρα, αφαιρέστε τις προστατευτικές μεμβράνες (λευκή και διαφανής). — [658, 550, 950, 558]
section-body: Estas instruções de serviço aplicam-se a vários modelos de aparelhos. É por isso, possível que se encontrem descritas várias caracteri-sticas de equi-pamento que não dizem respeito ao seu aparelho. O fabricante declina toda e qualquer responsabilidade pelos danos decorrentes de uma instalação não correcta ou feita não em conformidade com as normas da boa técnica. A distância mínima de segurança entre a placa de cozedura e o exaustor deve ser de 650 mm. Verifique se a tensão da rede coincide com a indicada na placa de característi-cas aplicada no interior do exaustor. Para os aparelhos de Classe I, certifique-se de que a instalação doméstica ga-ranta uma descarga correcta à terra. Ligue o exaustor à saída do ar aspirado utilizando um tubo de diâmetro igual ou superior a 120 mm. O percurso do tubo deve ser o mais breve possível. Não ligue o exaustor a tubos de descarga de fumaça produzida por combustão (caldeiras, lareiras, etc...). Caso no mesmo local sejam utilizados quer o exaustor, quer aparelhos não acci-onados pela corrente eléctrica (por exemplo, aparelhos alimentados a gás), será preciso providenciar uma ventilação suficiente do aposento. Se a cozinha não possuir uma abertura que comunique com o exterior, providencie a sua realiza-ção para garantir a entrada de ar limpo. O exaustor foi projectado para ser utilizado exclusivamente em ambientes do-mésticos, tendo a sua finalidade a de eliminar os odores da cozinha. Não utilize o aparelho de maneira imprópria. As chamas de forte intensidade não devem ficar descobertas enquanto o exaus-tor estiver a funcionar. Regule sempre as chamas de maneira que não sobressaiam do fundo das pane-las. Mantenha as frigideiras sob controlo durante o uso: o óleo excessivamente aquecido pode inflamar-se. No prepare alimentos flamejados sob o exaustor. Perigo de incêndio! Este aparelho não deve ser utilizado por pessoas (incluindo crianças) diminuídas psíquica, sensorial ou mentalmente nem por indivíduos sem experiência e co-nhecimento, salvo se vigiados ou instruídos para utilização do aparelho por pes-soas responsáveis pela respectiva segurança. As crianças devem ser vigiadas no sentido de assegurar que não brinquem com o aparelho. Antes de efectuar qualquer operação de manutenção, desligue o exaustor tiran-do-a ficha da tomada de corrente ou desligando o interruptor geral. Faça uma manutenção atenta e rápida dos filtros, respeitando os intervalos aconselhados (risco de incêndio). Filtros antigordura Z Podem ser lavados em máquinas de lavar louça. A operação de lavagem deve ser feita de 2 em 2 meses de utilização, aproximadamente, com maior frequência no caso de uma utilização muito intensa. - Filtro anti-odor W Não pode ser lavado e não é regenerável, devendo ser substituído de 4 em 4 meses de utilização ou com maior frequência, se o aparelho for utilizado muito intensamente. Para limpar as superfícies do exaustor, é suficiente utilizar um pano húmido e de-tergente líquido neutro. O símbolo no produto ou na embalagem indica que este produto não pode ser tratado como lixo doméstico. Em vez disso, deve ser entregue ao centro de recolha selectiva para a re-ciclagem de equipamento eléctrico e electrónico. Ao garantir uma eliminação adequada deste produto, irá ajudar a evitar eventuais consequências negativas para o meio ambiente e para a saúde pública, que, de outra forma, poderiam ser provocadas por um tratamento incorrecto do produto. Para obter informações mais pormenorizadas sobre a reciclagem deste produto, con-tacte os serviços municipalizados locais, o centro de recolha selectiva da sua área de residência ou o estabelecimento onde adquiriu o produto. Ligue o exaustor à rede de alimentação eléctrica intercalando um interruptor bipolar com abertura mínima entre os contactos de 3 mm. — [627, 219, 1180, 376]
warning-label: Let op: — [65, 1017, 87, 1024]
warning-label: Attention : — [65, 678, 97, 686]
warning-label: Προσοχή: — [627, 550, 658, 558]
section-heading: GR - ΣΥΜΒΟΥΛΕΣ ΚΑΙ ΣΥΣΤΑΣΕΙΣ - — [627, 390, 751, 399]
section-warning — [65, 1017, 618, 1025]
section-heading: نصائح و إرشادات - — [1087, 880, 1180, 891]
section-pt — [627, 218, 1180, 385]
section-de — [65, 692, 618, 852]
warning-label: Achtung: — [65, 844, 93, 851]
section-heading: GB - RECOMMENDATIONS AND SUGGESTIONS - — [65, 375, 238, 384]
left-column — [65, 218, 618, 1189]
warning-text: Bevor die Haube installiert wird, die Schutzfolien (weiß und transparent) abziehen. — [94, 844, 326, 851]
section-warning — [627, 724, 1180, 732]
warning-text: прежде чем приступить к установке вытяжки, удалите защитную (белую и прозрачную) пленку. — [662, 723, 943, 731]
